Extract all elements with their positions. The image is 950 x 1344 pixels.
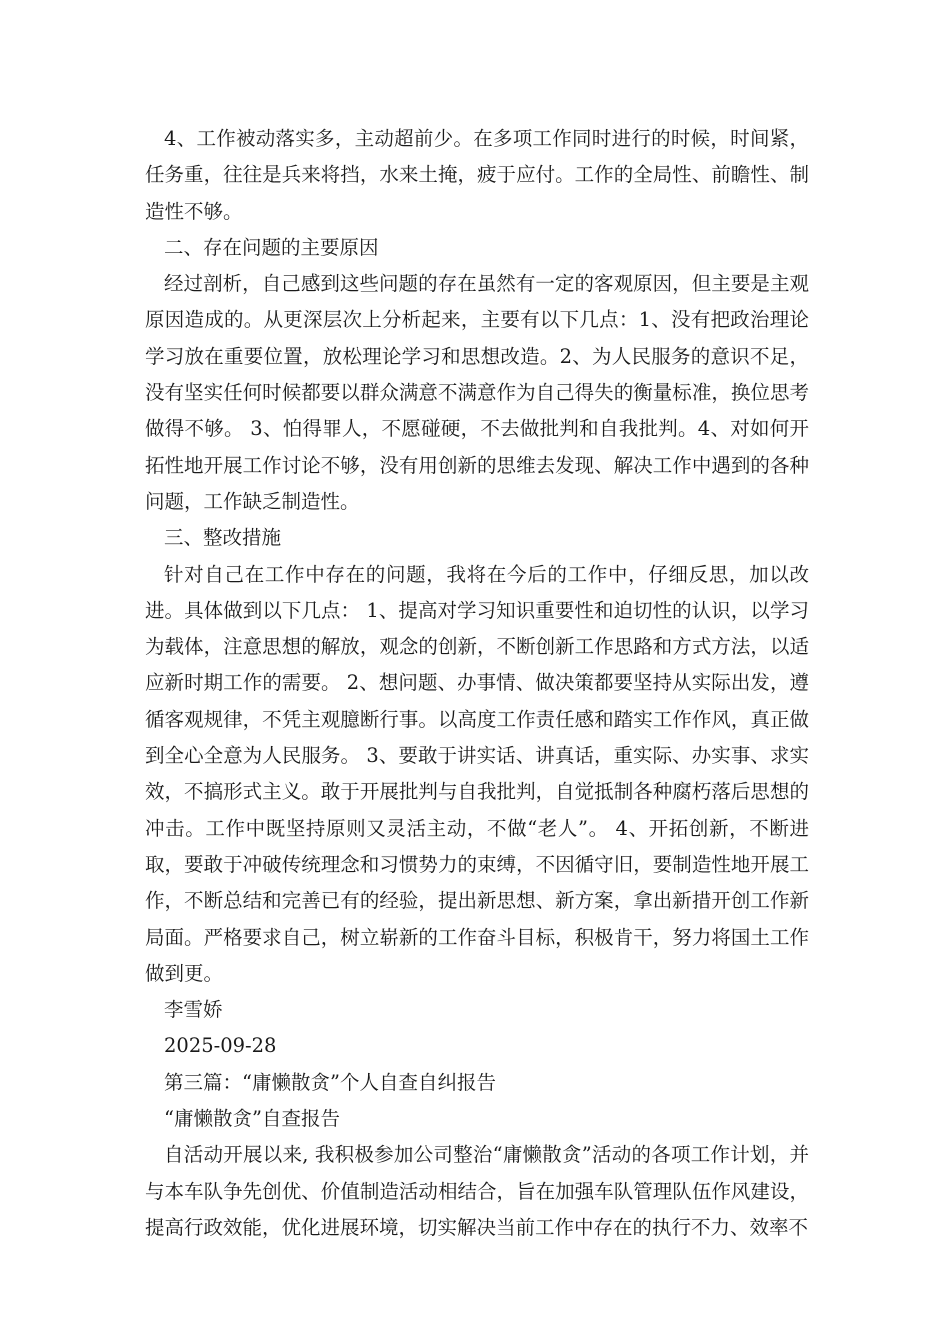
document-body bbox=[145, 121, 809, 1246]
report-title: “庸懒散贪”自查报告 bbox=[164, 1107, 340, 1131]
paragraph-causes: 经过剖析，自己感到这些问题的存在虽然有一定的客观原因，但主要是主观原因造成的。从更深层次上分析起来，主要有以下几点：1、没有把政治理论学习放在重要位置，放松理论学习和思想改造。2、为人民服务的意识不足，没有坚实任何时候都要以群众满意不满意作为自己得失的衡量标准，换位思考做得不够。 3、怕得罪人，不愿碰硬，不去做批判和自我批判。4、对如何开拓性地开展工作讨论不够，没有用创新的思维去发现、解决工作中遇到的各种问题，工作缺乏制造性。 bbox=[145, 272, 809, 513]
part-three-title: 第三篇：“庸懒散贪”个人自查自纠报告 bbox=[164, 1070, 496, 1094]
section-heading-causes: 二、存在问题的主要原因 bbox=[164, 235, 379, 259]
signature-name: 李雪娇 bbox=[164, 998, 223, 1022]
section-heading-measures: 三、整改措施 bbox=[164, 526, 282, 550]
signature-date: 2025-09-28 bbox=[164, 1034, 277, 1058]
paragraph-measures: 针对自己在工作中存在的问题，我将在今后的工作中，仔细反思，加以改进。具体做到以下几点： 1、提高对学习知识重要性和迫切性的认识，以学习为载体，注意思想的解放，观念的创新，不断创新工作思路和方式方法，以适应新时期工作的需要。 2、想问题、办事情、做决策都要坚持从实际出发，遵循客观规律，不凭主观臆断行事。以高度工作责任感和踏实工作作风，真正做到全心全意为人民服务。 3、要敢于讲实话、讲真话，重实际、办实事、求实效，不搞形式主义。敢于开展批判与自我批判，自觉抵制各种腐朽落后思想的冲击。工作中既坚持原则又灵活主动，不做“老人”。 4、开拓创新，不断进取，要敢于冲破传统理念和习惯势力的束缚，不因循守旧，要制造性地开展工作，不断总结和完善已有的经验，提出新思想、新方案，拿出新措开创工作新局面。严格要求自己，树立崭新的工作奋斗目标，积极肯干，努力将国土工作做到更。 bbox=[145, 562, 809, 985]
paragraph-report-intro: 自活动开展以来, 我积极参加公司整治“庸懒散贪”活动的各项工作计划，并与本车队争先创优、价值制造活动相结合，旨在加强车队管理队伍作风建设，提高行政效能，优化进展环境，切实解决当前工作中存在的执行不力、效率不 bbox=[145, 1143, 809, 1239]
paragraph-point-4: 4、工作被动落实多，主动超前少。在多项工作同时进行的时候，时间紧，任务重，往往是兵来将挡，水来土掩，疲于应付。工作的全局性、前瞻性、制造性不够。 bbox=[145, 127, 809, 223]
